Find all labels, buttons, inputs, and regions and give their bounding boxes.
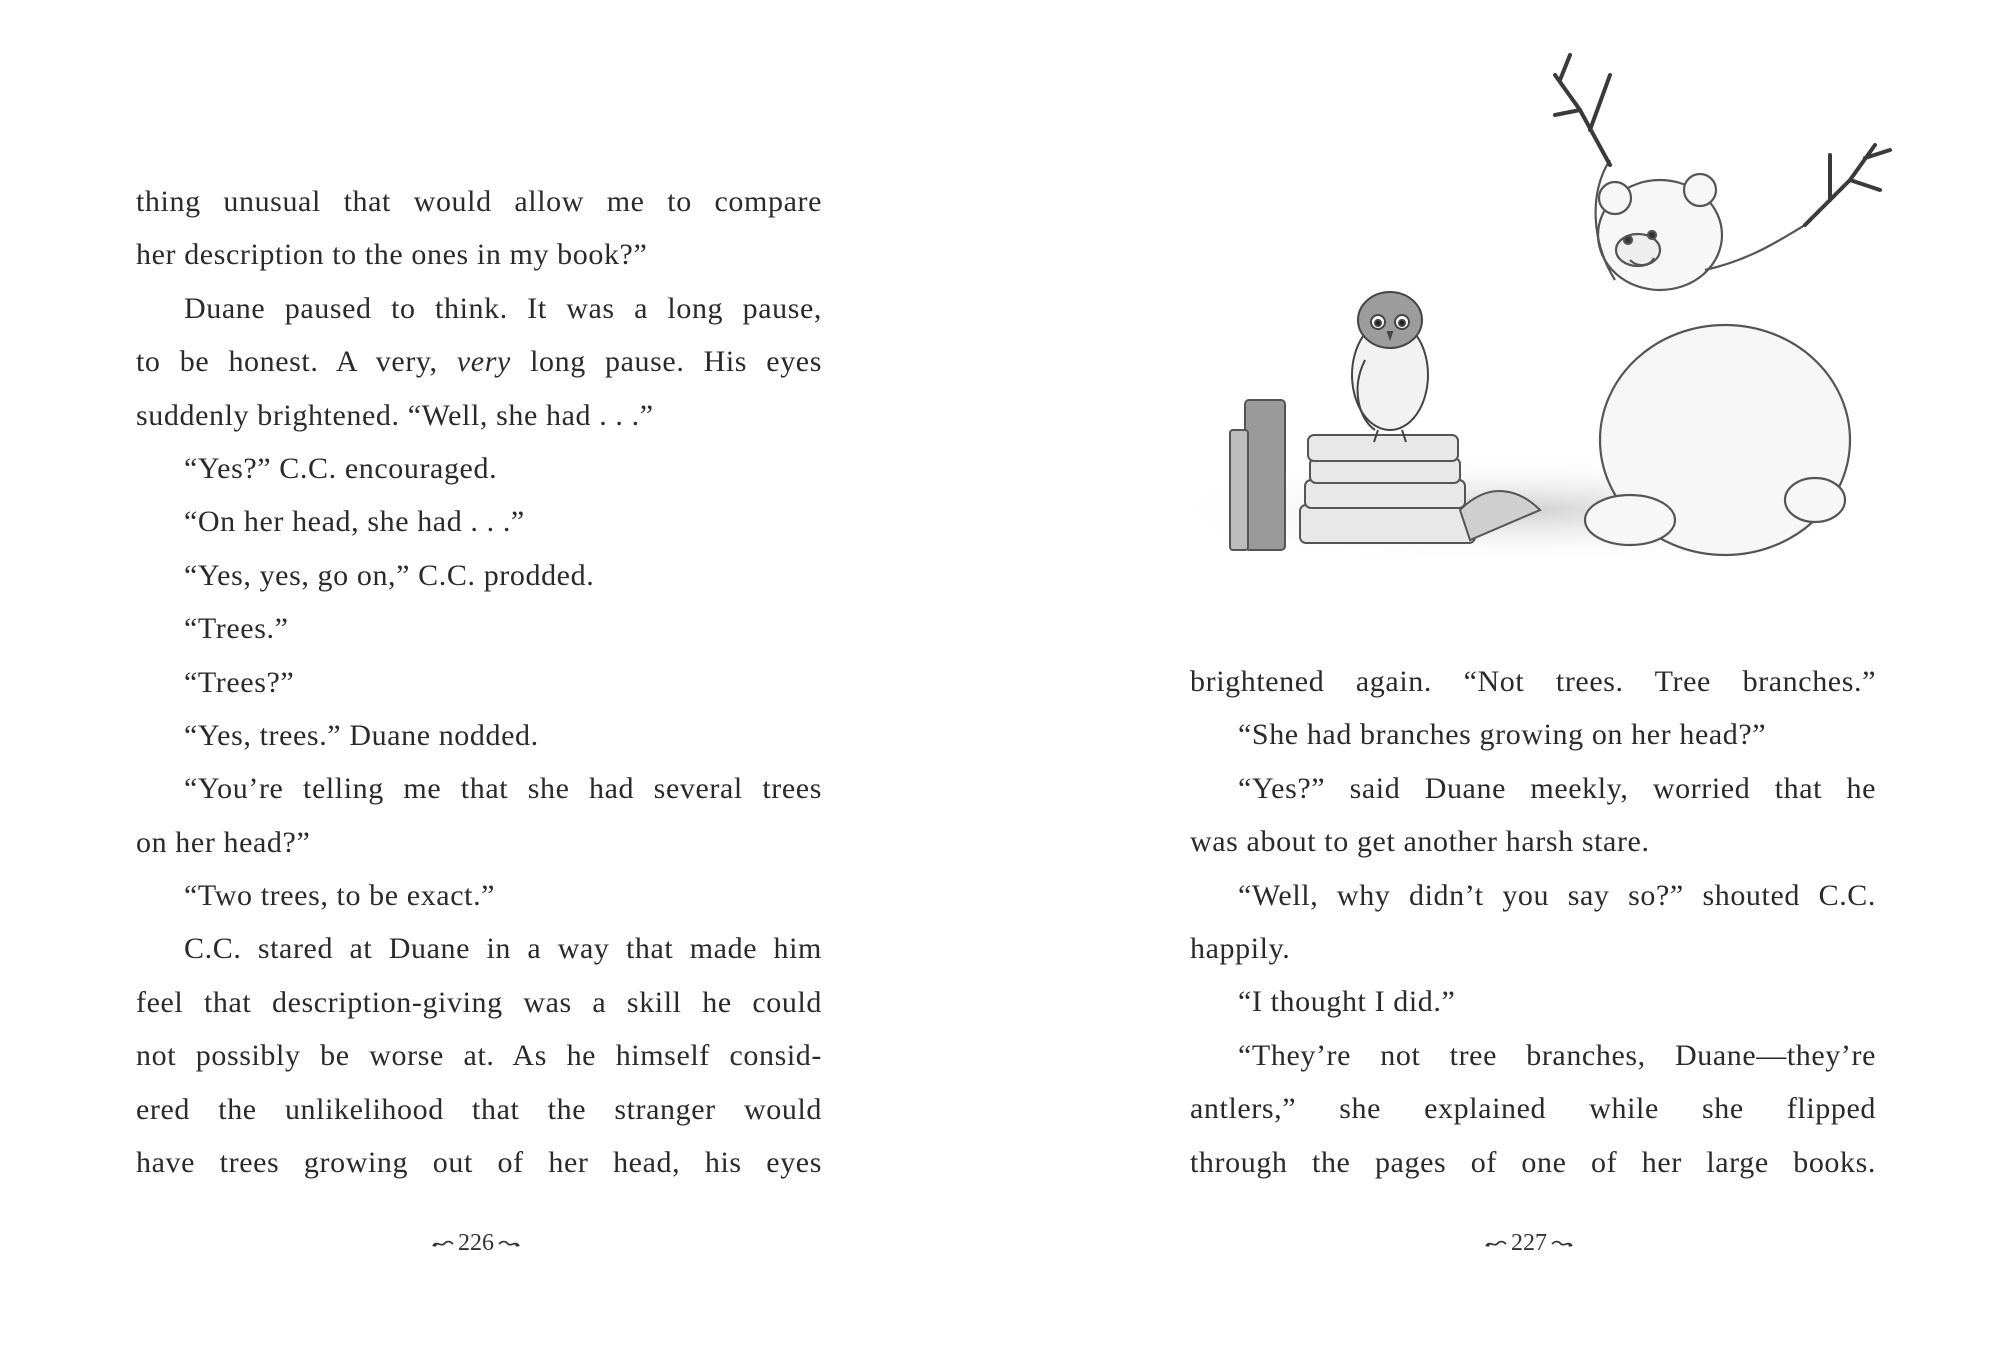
text-fragment: to be honest. A very,: [136, 345, 457, 379]
left-page-text: [136, 175, 822, 1189]
text-line: “They’re not tree branches, Duane—they’re: [1238, 1038, 1876, 1072]
text-line: “Well, why didn’t you say so?” shouted C.C.: [1238, 878, 1876, 912]
text-line: brightened again. “Not trees. Tree branches.”: [1190, 665, 1876, 698]
page-number-left: [432, 1230, 520, 1257]
text-line: “Yes?” said Duane meekly, worried that he: [1238, 771, 1876, 805]
text-line: not possibly be worse at. As he himself consid-: [136, 1039, 822, 1073]
text-line: thing unusual that would allow me to compare: [136, 185, 822, 218]
italic-word: very: [456, 345, 511, 379]
text-line: “Yes, yes, go on,” C.C. prodded.: [184, 558, 595, 592]
text-line: C.C. stared at Duane in a way that made him: [184, 932, 822, 966]
text-line: have trees growing out of her head, his eyes: [136, 1146, 822, 1180]
page-number: 227: [1511, 1230, 1547, 1256]
flourish-ornament-icon: [1551, 1239, 1573, 1249]
text-line: “Trees?”: [184, 665, 295, 699]
flourish-ornament-icon: [1485, 1239, 1507, 1249]
owl: [1352, 292, 1428, 442]
right-page: [1000, 0, 2000, 1363]
flourish-ornament-icon: [432, 1239, 454, 1249]
text-fragment: long pause. His eyes: [510, 345, 822, 379]
text-line: on her head?”: [136, 825, 311, 859]
right-page-text: [1190, 655, 1876, 1189]
text-line: “I thought I did.”: [1238, 985, 1456, 1019]
text-line: antlers,” she explained while she flipped: [1190, 1092, 1876, 1126]
text-line: happily.: [1190, 931, 1291, 965]
text-line: “Yes?” C.C. encouraged.: [184, 451, 498, 485]
text-line: was about to get another harsh stare.: [1190, 825, 1650, 859]
text-line: [136, 335, 822, 388]
owl-and-bear-illustration: [1160, 40, 1900, 600]
text-line: ered the unlikelihood that the stranger would: [136, 1092, 822, 1126]
text-line: “Two trees, to be exact.”: [184, 879, 496, 913]
text-line: “Yes, trees.” Duane nodded.: [184, 718, 539, 752]
text-line: “On her head, she had . . .”: [184, 505, 525, 539]
text-line: feel that description-giving was a skill he could: [136, 985, 822, 1019]
text-line: her description to the ones in my book?”: [136, 238, 648, 272]
text-line: suddenly brightened. “Well, she had . . .”: [136, 398, 654, 432]
text-line: through the pages of one of her large books.: [1190, 1145, 1876, 1179]
text-line: “She had branches growing on her head?”: [1238, 718, 1767, 752]
text-line: Duane paused to think. It was a long pause,: [184, 291, 822, 325]
page-number-right: [1485, 1230, 1573, 1257]
text-line: “Trees.”: [184, 612, 289, 646]
text-line: “You’re telling me that she had several trees: [184, 772, 822, 806]
page-number: 226: [458, 1230, 494, 1256]
flourish-ornament-icon: [498, 1239, 520, 1249]
